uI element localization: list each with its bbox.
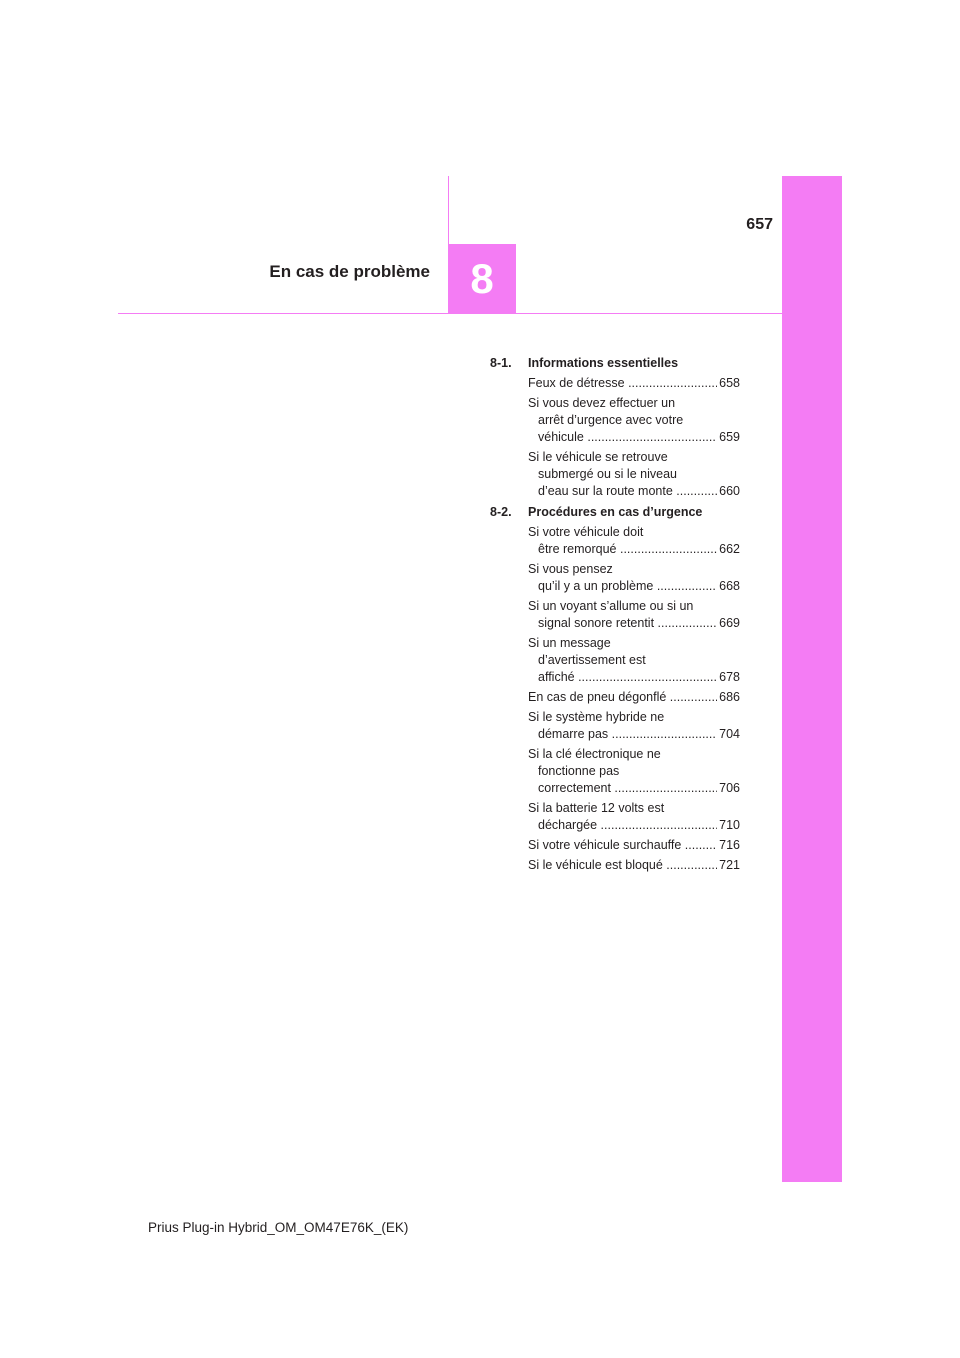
toc-entry[interactable] xyxy=(528,375,740,392)
chapter-number: 8 xyxy=(470,254,494,302)
toc-entry-title: affiché ..... xyxy=(538,669,717,686)
toc-entry[interactable] xyxy=(528,837,740,854)
toc-entry-title: qu’il y a un problème ..... xyxy=(538,578,717,595)
toc-entry[interactable] xyxy=(528,395,740,446)
toc-entry[interactable] xyxy=(528,709,740,743)
toc-entry-line: Si un voyant s’allume ou si un xyxy=(528,599,694,613)
toc-section-heading[interactable] xyxy=(490,504,740,521)
toc-entry[interactable] xyxy=(528,598,740,632)
toc-entry[interactable] xyxy=(528,524,740,558)
toc-entry-page: 721 xyxy=(719,858,740,872)
toc-entry-title: être remorqué ..... xyxy=(538,541,717,558)
toc-entry-line: Si le véhicule se retrouve xyxy=(528,450,668,464)
toc-entry-page: 686 xyxy=(719,690,740,704)
toc-entry-page: 704 xyxy=(719,727,740,741)
toc-section xyxy=(490,355,740,500)
toc-entry[interactable] xyxy=(528,689,740,706)
toc-entry-line: Si votre véhicule doit xyxy=(528,525,644,539)
toc-section-heading[interactable] xyxy=(490,355,740,372)
toc-entry-title: Si votre véhicule surchauffe ..... xyxy=(528,837,717,854)
toc-entry-line: fonctionne pas xyxy=(538,764,620,778)
toc-entry-line: Si le système hybride ne xyxy=(528,710,665,724)
toc-entry-line: Si la clé électronique ne xyxy=(528,747,661,761)
toc-entry[interactable] xyxy=(528,449,740,500)
toc-entry-title: véhicule ..... xyxy=(538,429,717,446)
toc-entry-line: d’avertissement est xyxy=(538,653,646,667)
toc-entry-line: Si vous pensez xyxy=(528,562,613,576)
toc-entry-line: submergé ou si le niveau xyxy=(538,467,677,481)
toc-entry-title: démarre pas ..... xyxy=(538,726,717,743)
toc-entry-title: signal sonore retentit ..... xyxy=(538,615,717,632)
toc-entry-line: Si la batterie 12 volts est xyxy=(528,801,665,815)
section-number: 8-2. xyxy=(490,505,512,519)
toc-entry-title: d’eau sur la route monte ..... xyxy=(538,483,717,500)
toc-entry[interactable] xyxy=(528,746,740,797)
toc-entry-line: Si un message xyxy=(528,636,611,650)
toc-entry[interactable] xyxy=(528,800,740,834)
chapter-number-box xyxy=(448,244,516,313)
toc-entry-page: 659 xyxy=(719,430,740,444)
header-horizontal-rule xyxy=(118,313,782,314)
toc-section xyxy=(490,504,740,874)
toc-entry-title: correctement ..... xyxy=(538,780,717,797)
toc-entry[interactable] xyxy=(528,857,740,874)
toc-entry[interactable] xyxy=(528,635,740,686)
section-number: 8-1. xyxy=(490,356,512,370)
section-title: Procédures en cas d’urgence xyxy=(528,505,703,519)
toc-entry-title: Si le véhicule est bloqué ..... xyxy=(528,857,717,874)
chapter-title: En cas de problème xyxy=(269,262,430,281)
toc-entry-title: En cas de pneu dégonflé ..... xyxy=(528,689,717,706)
table-of-contents xyxy=(490,355,740,878)
toc-entry-title: déchargée ..... xyxy=(538,817,717,834)
header-vertical-rule xyxy=(448,176,449,244)
toc-entry-page: 662 xyxy=(719,542,740,556)
document-footer: Prius Plug-in Hybrid_OM_OM47E76K_(EK) xyxy=(148,1220,409,1235)
chapter-side-tab xyxy=(782,176,842,1182)
toc-entry-page: 658 xyxy=(719,376,740,390)
toc-entry[interactable] xyxy=(528,561,740,595)
toc-entry-page: 706 xyxy=(719,781,740,795)
toc-entry-page: 669 xyxy=(719,616,740,630)
toc-entry-page: 710 xyxy=(719,818,740,832)
section-title: Informations essentielles xyxy=(528,356,679,370)
toc-entry-line: arrêt d’urgence avec votre xyxy=(538,413,684,427)
toc-entry-page: 678 xyxy=(719,670,740,684)
toc-entry-line: Si vous devez effectuer un xyxy=(528,396,676,410)
toc-entry-page: 668 xyxy=(719,579,740,593)
toc-entry-page: 660 xyxy=(719,484,740,498)
toc-entry-page: 716 xyxy=(719,838,740,852)
page-number: 657 xyxy=(746,216,773,233)
toc-entry-title: Feux de détresse ..... xyxy=(528,375,717,392)
